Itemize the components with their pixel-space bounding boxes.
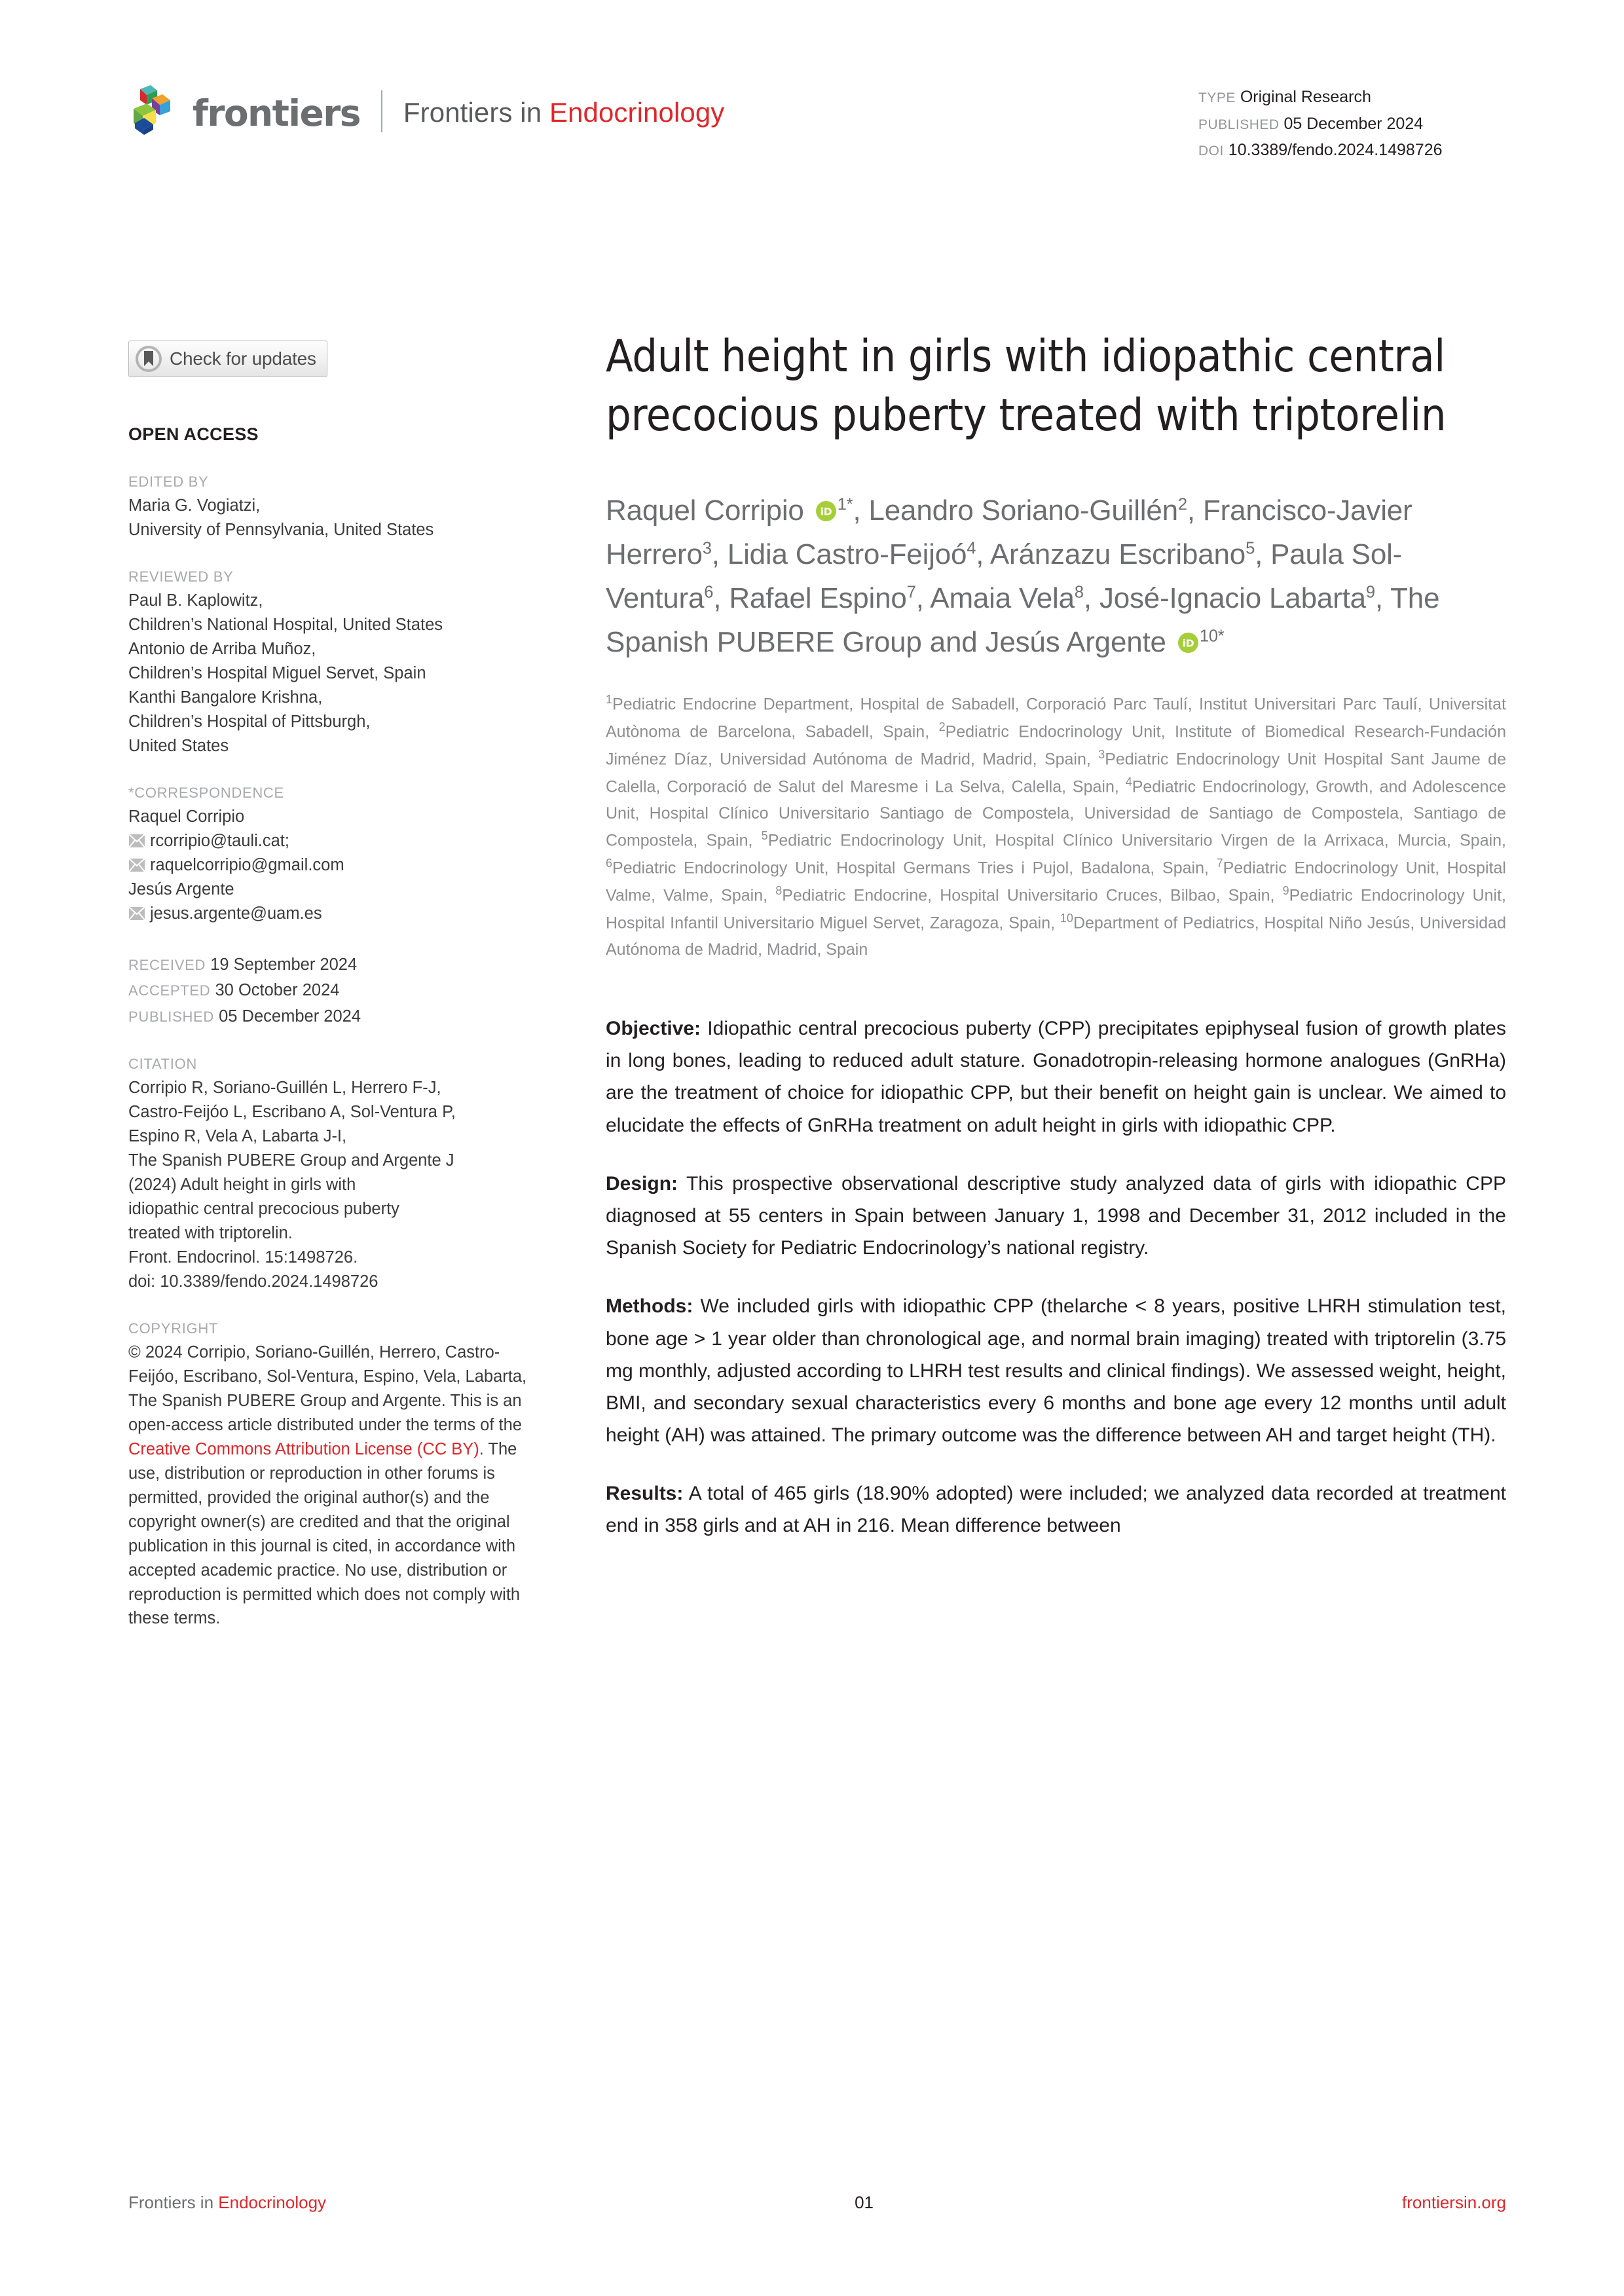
reviewed-by-label: REVIEWED BY (128, 568, 234, 585)
citation-line: (2024) Adult height in girls with (128, 1175, 356, 1194)
abstract-section (606, 1290, 1506, 1451)
accepted-label: ACCEPTED (128, 982, 211, 999)
abstract-section (606, 1477, 1506, 1542)
envelope-icon (128, 858, 145, 872)
accepted-row (128, 978, 534, 1004)
copyright-label: COPYRIGHT (128, 1320, 219, 1337)
footer-journal-accent: Endocrinology (218, 2193, 327, 2212)
footer-journal-prefix: Frontiers in (128, 2193, 219, 2212)
meta-published-label: PUBLISHED (1198, 117, 1280, 132)
edited-by-label: EDITED BY (128, 473, 209, 490)
main-column (606, 327, 1506, 1568)
envelope-icon (128, 906, 145, 921)
reviewed-by-block (128, 568, 534, 758)
received-row (128, 952, 534, 978)
meta-doi-row (1198, 137, 1506, 164)
orcid-icon[interactable] (1178, 622, 1198, 649)
journal-name-prefix: Frontiers in (403, 97, 549, 128)
abstract-heading: Objective: (606, 1018, 701, 1039)
header-metadata (1198, 84, 1506, 164)
citation-doi: doi: 10.3389/fendo.2024.1498726 (128, 1272, 378, 1291)
citation-journal-line (128, 1246, 534, 1270)
abstract-section (606, 1168, 1506, 1265)
reviewer-line: United States (128, 736, 229, 755)
footer-journal (128, 2193, 326, 2213)
received-value: 19 September 2024 (210, 955, 358, 974)
correspondence-email[interactable] (128, 902, 534, 926)
abstract-heading: Design: (606, 1172, 678, 1194)
abstract-heading: Results: (606, 1483, 684, 1505)
correspondence-email[interactable] (128, 853, 534, 878)
correspondence-name: Raquel Corripio (128, 807, 245, 826)
correspondence-name: Jesús Argente (128, 880, 234, 898)
correspondence-email-text: rcorripio@tauli.cat; (150, 831, 289, 850)
citation-label: CITATION (128, 1056, 197, 1073)
journal-name-accent: Endocrinology (549, 97, 725, 128)
meta-published-value: 05 December 2024 (1283, 114, 1424, 133)
citation-line: treated with triptorelin. (128, 1223, 293, 1242)
page-footer (128, 2193, 1506, 2213)
citation-volume: 15:1498726. (260, 1248, 358, 1267)
correspondence-email[interactable] (128, 829, 534, 853)
dates-block (128, 952, 534, 1030)
masthead-divider (381, 90, 382, 132)
copyright-text (128, 1341, 534, 1631)
abstract-body: This prospective observational descriptive study analyzed data of girls with idiopathic CPP diagnosed at 55 centers in Spain between January 1, 1998 and December 31, 2012 included in the Spanish Society for Pediatric Endocrinology’s national registry. (606, 1172, 1506, 1259)
edited-by-block (128, 473, 534, 542)
meta-doi-value: 10.3389/fendo.2024.1498726 (1228, 141, 1443, 159)
envelope-icon (128, 834, 145, 848)
correspondence-block (128, 785, 534, 926)
published-value: 05 December 2024 (219, 1007, 361, 1026)
footer-website-link[interactable]: frontiersin.org (1402, 2193, 1506, 2212)
citation-block (128, 1056, 534, 1294)
meta-type-value: Original Research (1240, 88, 1371, 106)
crossmark-icon (136, 346, 162, 372)
abstract-body: We included girls with idiopathic CPP (thelarche < 8 years, positive LHRH stimulation test, bone age > 1 year older than chronological age, and normal brain imaging) treated with triptorelin (3.75 mg monthly, adjusted according to LHRH test results and clinical findings). We assessed weight, height, BMI, and secondary sexual characteristics every 6 months and bone age every 12 months until adult height (AH) was attained. The primary outcome was the difference between AH and target height (TH). (606, 1295, 1506, 1447)
citation-journal: Front. Endocrinol. (128, 1248, 261, 1267)
citation-line: idiopathic central precocious puberty (128, 1199, 399, 1218)
meta-type-row (1198, 84, 1506, 111)
meta-doi-label: DOI (1198, 143, 1224, 158)
edited-by-name: Maria G. Vogiatzi, (128, 496, 261, 515)
check-for-updates-label: Check for updates (170, 348, 316, 369)
frontiers-logo-icon (128, 84, 175, 139)
copyright-license-link[interactable]: Creative Commons Attribution License (CC BY) (128, 1439, 479, 1458)
svg-text:iD: iD (820, 506, 832, 518)
correspondence-email-text: jesus.argente@uam.es (150, 904, 322, 923)
open-access-badge: OPEN ACCESS (128, 424, 259, 444)
published-row (128, 1004, 534, 1030)
copyright-block (128, 1320, 534, 1631)
author-list: Raquel Corripio iD $^{1*}$, Leandro Soriano-Guillén$^2$, Francisco-Javier Herrero$^3$, Lidia Castro-Feijoó$^4$, Aránzazu Escribano$^5$, Paula Sol-Ventura$^6$, Rafael Espino$^7$, Amaia Vela$^8$, José-Ignacio Labarta$^9$, The Spanish PUBERE Group and Jesús Argente iD $^{10*}$ (606, 489, 1506, 665)
citation-line: Corripio R, Soriano-Guillén L, Herrero F-J, (128, 1079, 441, 1098)
reviewer-line: Antonio de Arriba Muñoz, (128, 639, 316, 658)
meta-published-row (1198, 111, 1506, 138)
reviewer-line: Children’s National Hospital, United States (128, 615, 443, 634)
correspondence-label: *CORRESPONDENCE (128, 784, 284, 801)
abstract-heading: Methods: (606, 1295, 693, 1318)
orcid-icon[interactable] (816, 491, 836, 518)
reviewer-line: Children’s Hospital Miguel Servet, Spain (128, 663, 426, 682)
page-number: 01 (855, 2193, 874, 2212)
abstract-section (606, 1012, 1506, 1141)
received-label: RECEIVED (128, 956, 206, 973)
page-title: Adult height in girls with idiopathic central precocious puberty treated with triptorelin (606, 331, 1447, 442)
correspondence-email-text: raquelcorripio@gmail.com (150, 855, 344, 874)
abstract-body: A total of 465 girls (18.90% adopted) were included; we analyzed data recorded at treatment end in 358 girls and at AH in 216. Mean difference between (606, 1483, 1506, 1537)
accepted-value: 30 October 2024 (215, 981, 340, 1000)
citation-line: Espino R, Vela A, Labarta J-I, (128, 1127, 347, 1146)
reviewer-line: Paul B. Kaplowitz, (128, 591, 263, 610)
edited-by-affiliation: University of Pennsylvania, United States (128, 520, 434, 539)
meta-type-label: TYPE (1198, 90, 1236, 105)
abstract (606, 1012, 1506, 1542)
frontiers-wordmark: frontiers (193, 92, 360, 134)
svg-text:iD: iD (1182, 637, 1194, 649)
masthead (128, 84, 724, 139)
copyright-pre: © 2024 Corripio, Soriano-Guillén, Herrero, Castro-Feijóo, Escribano, Sol-Ventura, Espino, Vela, Labarta, The Spanish PUBERE Group and Argente. This is an open-access article distributed under the terms of the (128, 1342, 527, 1434)
sidebar (128, 341, 534, 1657)
check-for-updates-button[interactable] (128, 341, 327, 377)
reviewer-line: Children’s Hospital of Pittsburgh, (128, 712, 371, 731)
published-label: PUBLISHED (128, 1008, 215, 1025)
journal-name (403, 99, 725, 126)
reviewer-line: Kanthi Bangalore Krishna, (128, 688, 323, 707)
affiliations: $^1$Pediatric Endocrine Department, Hospital de Sabadell, Corporació Parc Taulí, Institut Universitari Parc Taulí, Universitat Autònoma de Barcelona, Sabadell, Spain, $^2$Pediatric Endocrinology Unit, Institute of Biomedical Research-Fundación Jiménez Díaz, Universidad Autónoma de Madrid, Madrid, Spain, $^3$Pediatric Endocrinology Unit Hospital Sant Jaume de Calella, Corporació de Salut del Maresme i La Selva, Calella, Spain, $^4$Pediatric Endocrinology, Growth, and Adolescence Unit, Hospital Clínico Universitario Santiago de Compostela, Universidad de Santiago de Compostela, Santiago de Compostela, Spain, $^5$Pediatric Endocrinology Unit, Hospital Clínico Universitario Virgen de la Arrixaca, Murcia, Spain, $^6$Pediatric Endocrinology Unit, Hospital Germans Tries i Pujol, Badalona, Spain, $^7$Pediatric Endocrinology Unit, Hospital Valme, Valme, Spain, $^8$Pediatric Endocrine, Hospital Universitario Cruces, Bilbao, Spain, $^9$Pediatric Endocrinology Unit, Hospital Infantil Universitario Miguel Servet, Zaragoza, Spain, $^{10}$Department of Pediatrics, Hospital Niño Jesús, Universidad Autónoma de Madrid, Madrid, Spain (606, 693, 1506, 959)
citation-line: Castro-Feijóo L, Escribano A, Sol-Ventura P, (128, 1103, 456, 1122)
abstract-body: Idiopathic central precocious puberty (CPP) precipitates epiphyseal fusion of growth plates in long bones, leading to reduced adult stature. Gonadotropin-releasing hormone analogues (GnRHa) are the treatment of choice for idiopathic CPP, but their benefit on height gain is unclear. We aimed to elucidate the effects of GnRHa treatment on adult height in girls with idiopathic CPP. (606, 1018, 1506, 1136)
copyright-post: . The use, distribution or reproduction in other forums is permitted, provided the original author(s) and the copyright owner(s) are credited and that the original publication in this journal is cited, in accordance with accepted academic practice. No use, distribution or reproduction is permitted which does not comply with these terms. (128, 1439, 521, 1628)
citation-line: The Spanish PUBERE Group and Argente J (128, 1151, 454, 1170)
